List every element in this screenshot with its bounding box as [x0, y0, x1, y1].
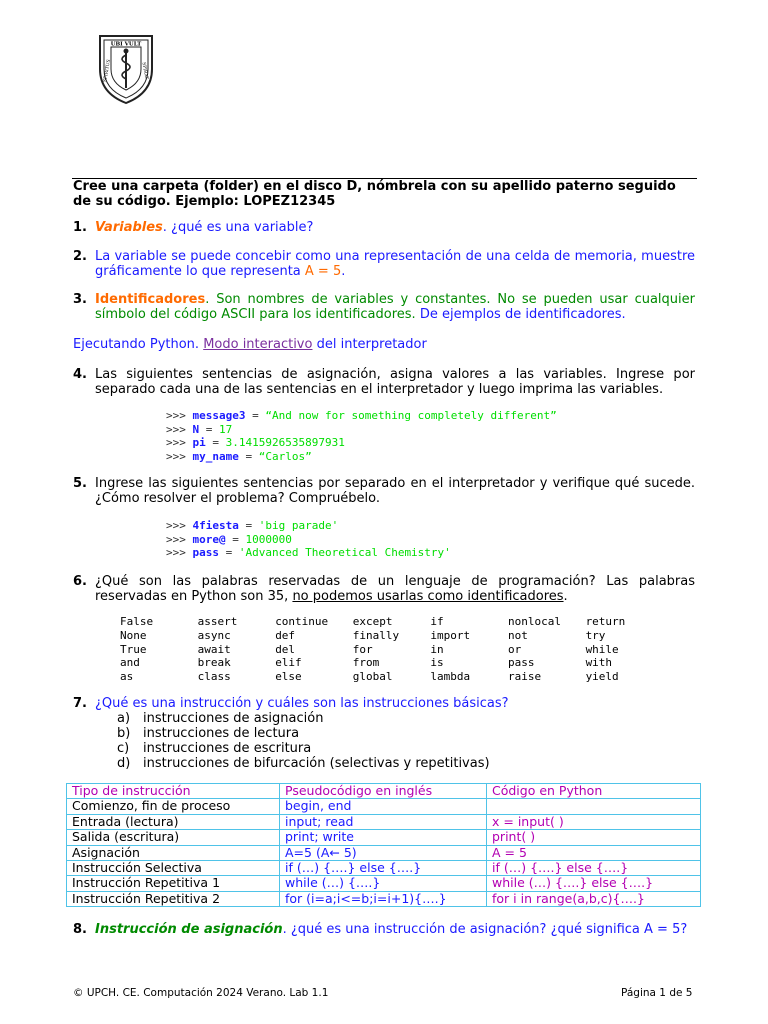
table-row: Instrucción Repetitiva 2 for (i=a;i<=b;i=i+1){….} for i in range(a,b,c){….}: [67, 891, 701, 906]
q1-term: Variables: [95, 220, 163, 235]
interactive-mode-link[interactable]: Modo interactivo: [203, 337, 313, 352]
question-7: 7. ¿Qué es una instrucción y cuáles son las instrucciones básicas?: [73, 696, 509, 711]
seal-motto-left: SPIRITUS: [103, 59, 112, 83]
table-row: True await del for in or while: [120, 642, 619, 656]
list-item: a) instrucciones de asignación: [117, 711, 324, 726]
list-item: c) instrucciones de escritura: [117, 741, 312, 756]
university-seal: [97, 33, 155, 105]
question-3: 3. Identificadores. Son nombres de variables y constantes. No se pueden usar cualquier símbolo del código ASCII para los identificadores. De ejemplos de identificadores.: [73, 292, 695, 322]
seal-motto-right: SPIRAT: [140, 61, 149, 80]
q8-term: Instrucción de asignación: [95, 922, 283, 937]
python-interactive-line: Ejecutando Python. Modo interactivo del interpretador: [73, 337, 427, 352]
question-2: 2. La variable se puede concebir como una representación de una celda de memoria, muestre gráficamente lo que representa A = 5.: [73, 249, 695, 279]
table-row: False assert continue except if nonlocal return: [120, 615, 626, 628]
instruction-table: [66, 783, 701, 907]
q5-code-block: [166, 519, 451, 560]
list-item: d) instrucciones de bifurcación (selectivas y repetitivas): [117, 756, 490, 771]
code-line: >>> 4fiesta = 'big parade': [166, 519, 339, 532]
code-line: >>> pass = 'Advanced Theoretical Chemistry': [166, 546, 451, 559]
table-row: Entrada (lectura) input; read x = input( ): [67, 814, 701, 829]
intro-instruction: Cree una carpeta (folder) en el disco D, nómbrela con su apellido paterno seguido de su código. Ejemplo: LOPEZ12345: [73, 179, 676, 209]
question-6: 6. ¿Qué son las palabras reservadas de un lenguaje de programación? Las palabras reservadas en Python son 35, no podemos usarlas como identificadores.: [73, 574, 695, 604]
reserved-words-table: [120, 615, 663, 684]
q4-code-block: [166, 409, 557, 463]
table-row: None async def finally import not try: [120, 628, 606, 642]
question-8: 8. Instrucción de asignación. ¿qué es una instrucción de asignación? ¿qué significa A = 5?: [73, 922, 688, 937]
question-1: 1. Variables. ¿qué es una variable?: [73, 220, 314, 235]
list-item: b) instrucciones de lectura: [117, 726, 300, 741]
q3-term: Identificadores: [95, 292, 206, 307]
footer-copyright: © UPCH. CE. Computación 2024 Verano. Lab 1.1: [73, 987, 329, 999]
question-5: 5. Ingrese las siguientes sentencias por separado en el interpretador y verifique qué sucede. ¿Cómo resolver el problema? Compruébelo.: [73, 476, 695, 506]
table-row: Comienzo, fin de proceso begin, end: [67, 799, 701, 814]
code-line: >>> pi = 3.1415926535897931: [166, 436, 345, 449]
code-line: >>> my_name = “Carlos”: [166, 449, 312, 463]
table-row: Instrucción Selectiva if (…) {….} else {….} if (…) {….} else {….}: [67, 861, 701, 876]
code-line: >>> N = 17: [166, 422, 233, 436]
table-row: Asignación A=5 (A← 5) A = 5: [67, 845, 701, 860]
table-row: and break elif from is pass with: [120, 656, 613, 670]
code-line: >>> message3 = “And now for something completely different”: [166, 409, 557, 422]
seal-motto-top: UBI VULT: [110, 41, 142, 48]
instruction-types-list: [117, 711, 490, 771]
table-row: Salida (escritura) print; write print( ): [67, 830, 701, 845]
question-4: 4. Las siguientes sentencias de asignación, asigna valores a las variables. Ingrese por separado cada una de las sentencias en el interpretador y luego imprima las variables.: [73, 367, 695, 397]
code-line: >>> more@ = 1000000: [166, 532, 292, 546]
table-row: Instrucción Repetitiva 1 while (…) {….} while (…) {….} else {….}: [67, 876, 701, 891]
table-row: as class else global lambda raise yield: [120, 670, 619, 684]
table-header-row: Tipo de instrucción Pseudocódigo en inglés Código en Python: [67, 784, 701, 799]
footer-page-number: Página 1 de 5: [621, 987, 693, 999]
